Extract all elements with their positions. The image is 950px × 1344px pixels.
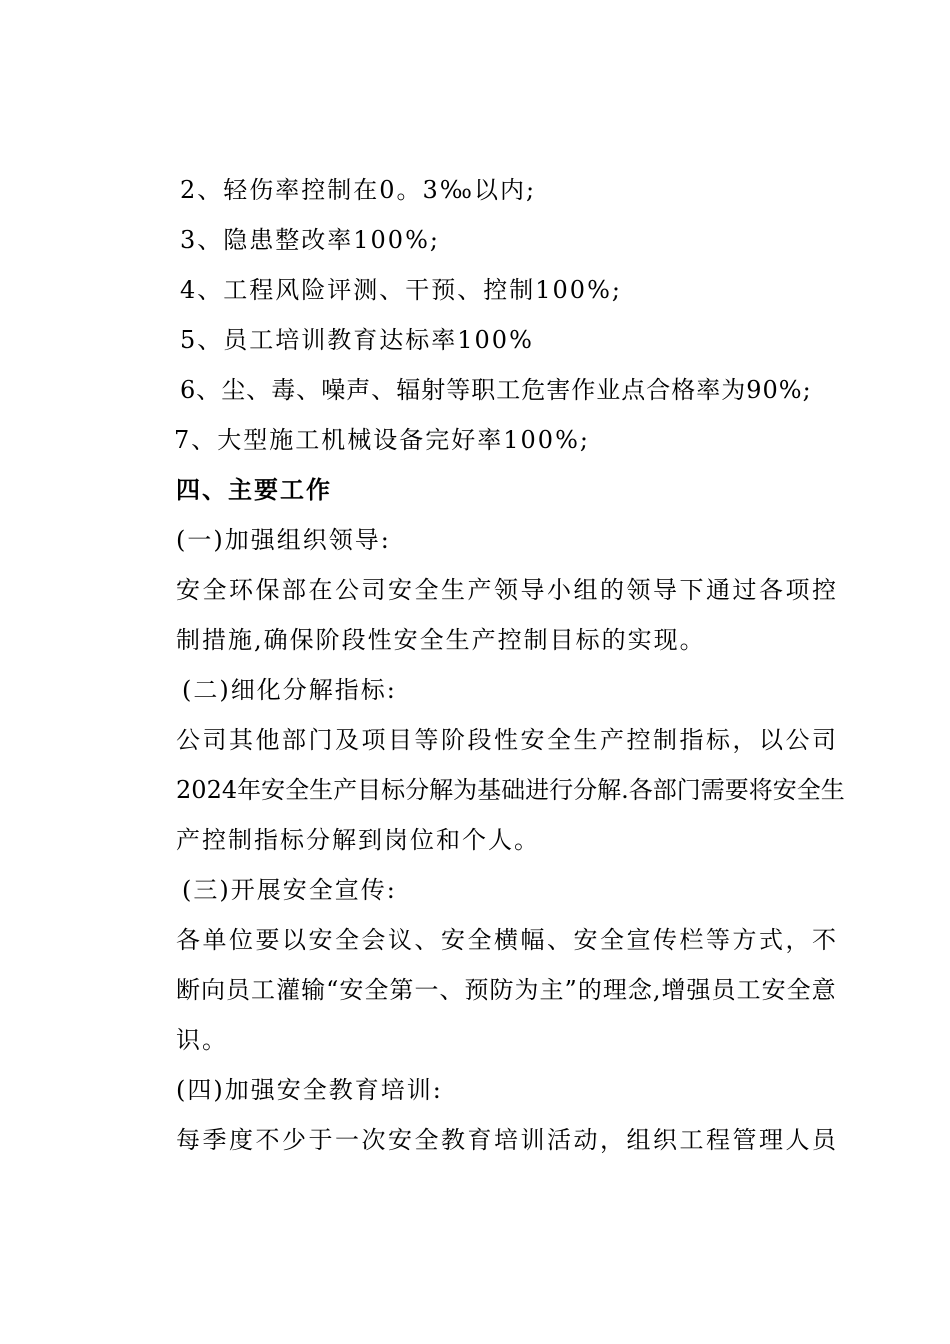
paragraph-line: 断 向 员 工 灌 输 “ 安 全 第 一 、 预 防 为 主 ” 的 理 念 , 增 强 员 工 安 全 意 xyxy=(176,976,836,1004)
target-item-6: 6、尘、毒、噪声、辐射等职工危害作业点合格率为90%; xyxy=(180,376,812,404)
paragraph-line: 公 司 其 他 部 门 及 项 目 等 阶 段 性 安 全 生 产 控 制 指 标 ， 以 公 司 xyxy=(176,726,836,754)
paragraph-line: 2 0 2 4 年 安 全 生 产 目 标 分 解 为 基 础 进 行 分 解 . 各 部 门 需 要 将 安 全 生 xyxy=(176,776,845,804)
paragraph-line: 安 全 环 保 部 在 公 司 安 全 生 产 领 导 小 组 的 领 导 下 通 过 各 项 控 xyxy=(176,576,836,604)
paragraph-line: 每 季 度 不 少 于 一 次 安 全 教 育 培 训 活 动 ， 组 织 工 程 管 理 人 员 xyxy=(176,1126,836,1154)
subsection-heading-4: (四)加强安全教育培训: xyxy=(176,1076,443,1104)
subsection-heading-1: (一)加强组织领导: xyxy=(176,526,391,554)
target-item-2: 2、轻伤率控制在0。3‰以内; xyxy=(180,176,537,204)
target-item-7: 7、大型施工机械设备完好率100%; xyxy=(174,426,590,454)
paragraph-line: 识。 xyxy=(176,1026,228,1054)
target-item-3: 3、隐患整改率100%; xyxy=(180,226,440,254)
subsection-heading-2: (二)细化分解指标: xyxy=(182,676,397,704)
target-item-4: 4、工程风险评测、干预、控制100%; xyxy=(180,276,622,304)
section-heading: 四、主要工作 xyxy=(176,476,332,504)
paragraph-line: 制措施,确保阶段性安全生产控制目标的实现。 xyxy=(176,626,706,654)
paragraph-line: 各 单 位 要 以 安 全 会 议 、 安 全 横 幅 、 安 全 宣 传 栏 等 方 式 ， 不 xyxy=(176,926,836,954)
paragraph-line: 产控制指标分解到岗位和个人。 xyxy=(176,826,540,854)
target-item-5: 5、员工培训教育达标率100% xyxy=(180,326,534,354)
subsection-heading-3: (三)开展安全宣传: xyxy=(182,876,397,904)
